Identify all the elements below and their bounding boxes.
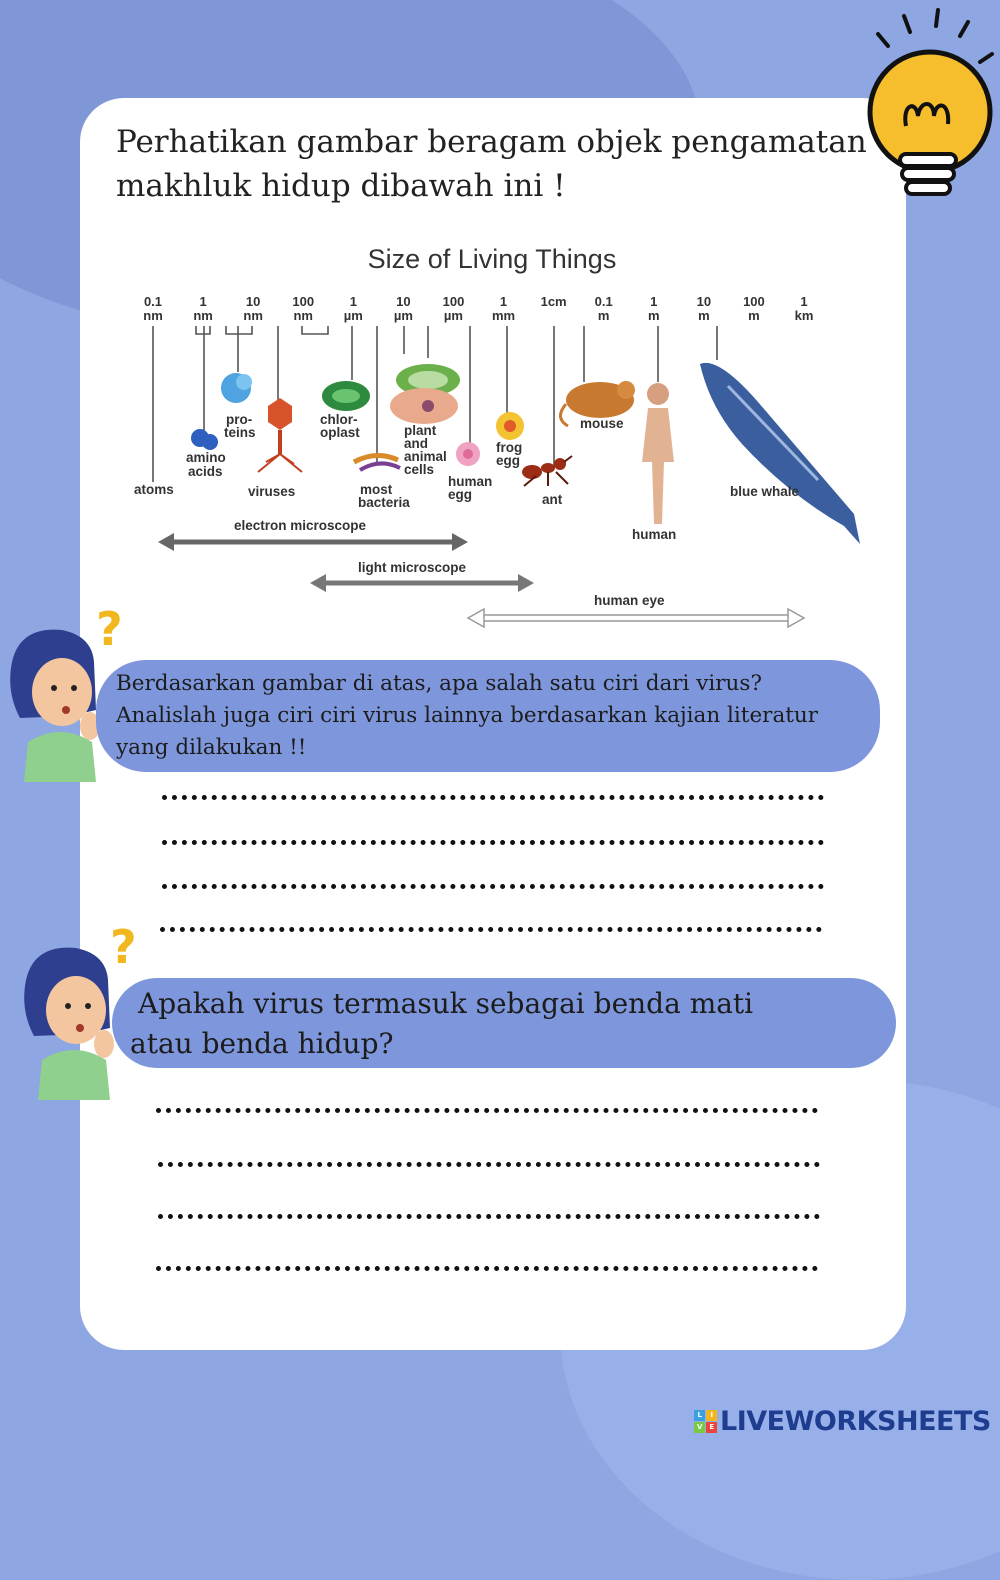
scale-value-8: 1cm <box>540 294 567 309</box>
human-egg-icon <box>456 442 480 466</box>
label-blue-whale: blue whale <box>730 484 800 499</box>
scale-labels <box>143 294 813 323</box>
scale-value-11: 10 <box>696 294 712 309</box>
question-1-bubble <box>96 660 880 772</box>
scale-value-3: 100 <box>292 294 315 309</box>
label-most-bacteria-2: bacteria <box>358 495 410 510</box>
answer-1-line-4[interactable] <box>160 927 822 932</box>
label-chloroplast-1: chlor- <box>320 412 358 427</box>
label-human: human <box>632 527 677 542</box>
diagram-title: Size of Living Things <box>367 244 617 274</box>
scale-value-0: 0.1 <box>143 294 163 309</box>
scale-value-4: 1 <box>349 294 357 309</box>
label-frog-egg-1: frog <box>496 440 523 455</box>
logo-text: LIVEWORKSHEETS <box>720 1405 991 1437</box>
frog-egg-icon <box>496 412 524 440</box>
scale-unit-1: nm <box>193 308 213 323</box>
logo-mark-icon: L I V E <box>694 1410 717 1433</box>
question-mark-icon: ? <box>110 920 137 974</box>
scale-value-7: 1 <box>499 294 508 309</box>
label-human-eye: human eye <box>594 593 665 608</box>
label-cells-4: cells <box>404 462 435 477</box>
scale-unit-13: km <box>794 308 814 323</box>
heading-line-1: Perhatikan gambar beragam objek pengamatan <box>116 124 867 160</box>
label-human-egg-1: human <box>448 474 493 489</box>
electron-microscope-arrow <box>158 533 468 551</box>
label-most-bacteria-1: most <box>360 482 393 497</box>
liveworksheets-logo[interactable] <box>694 1404 991 1438</box>
bacteria-icon <box>354 455 400 470</box>
label-ant: ant <box>542 492 563 507</box>
answer-2-line-4[interactable] <box>156 1266 818 1271</box>
scale-value-6: 100 <box>442 294 465 309</box>
scale-unit-9: m <box>597 308 610 323</box>
label-viruses: viruses <box>248 484 296 499</box>
label-chloroplast-2: oplast <box>320 425 360 440</box>
scale-unit-12: m <box>748 308 760 323</box>
blue-whale-icon <box>700 363 860 544</box>
worksheet-heading <box>116 120 876 208</box>
question-2-line-2: atau benda hidup? <box>130 1027 394 1060</box>
label-human-egg-2: egg <box>448 487 473 502</box>
scale-value-10: 1 <box>650 294 658 309</box>
question-2-text <box>130 984 753 1064</box>
scale-value-13: 1 <box>800 294 808 309</box>
scale-unit-10: m <box>647 308 660 323</box>
label-electron-microscope: electron microscope <box>234 518 367 533</box>
amino-acids-icon <box>191 429 218 450</box>
label-cells-2: and <box>404 436 429 451</box>
label-amino-acids-2: acids <box>188 464 223 479</box>
scale-value-9: 0.1 <box>594 294 613 309</box>
scale-unit-7: mm <box>491 308 516 323</box>
thinking-girl-icon <box>0 622 112 782</box>
label-mouse: mouse <box>580 416 624 431</box>
question-1-line-2: Analislah juga ciri ciri virus lainnya berdasarkan kajian literatur <box>116 703 819 728</box>
scale-unit-2: nm <box>243 308 263 323</box>
answer-1-line-3[interactable] <box>162 884 824 889</box>
label-amino-acids-1: amino <box>186 450 226 465</box>
question-2-line-1: Apakah virus termasuk sebagai benda mati <box>138 987 754 1020</box>
animal-cell-icon <box>390 388 458 424</box>
human-eye-arrow <box>468 609 804 627</box>
virus-icon <box>258 398 302 472</box>
scale-unit-0: nm <box>143 308 163 323</box>
scale-unit-6: µm <box>443 308 463 323</box>
size-of-living-things-diagram <box>128 232 868 632</box>
label-cells-3: animal <box>404 449 447 464</box>
scale-unit-4: µm <box>343 308 363 323</box>
question-1-text <box>116 668 880 764</box>
chloroplast-icon <box>322 381 370 411</box>
label-atoms: atoms <box>134 482 174 497</box>
answer-2-line-3[interactable] <box>158 1214 820 1219</box>
label-light-microscope: light microscope <box>358 560 467 575</box>
ant-icon <box>522 456 572 486</box>
question-2-bubble <box>112 978 896 1068</box>
scale-value-2: 10 <box>245 294 261 309</box>
question-1-line-3: yang dilakukan !! <box>116 735 307 760</box>
label-proteins-1: pro- <box>226 412 253 427</box>
scale-value-5: 10 <box>396 294 411 309</box>
label-frog-egg-2: egg <box>496 453 521 468</box>
question-mark-icon: ? <box>96 602 123 656</box>
answer-1-line-2[interactable] <box>162 840 824 845</box>
light-microscope-arrow <box>310 574 534 592</box>
label-cells-1: plant <box>404 423 437 438</box>
answer-2-line-2[interactable] <box>158 1162 820 1167</box>
scale-unit-5: µm <box>393 308 413 323</box>
thinking-girl-icon <box>14 940 126 1100</box>
human-figure-icon <box>642 383 674 524</box>
heading-line-2: makhluk hidup dibawah ini ! <box>116 168 566 204</box>
lightbulb-icon <box>856 4 1000 200</box>
answer-2-line-1[interactable] <box>156 1108 818 1113</box>
question-1-line-1: Berdasarkan gambar di atas, apa salah satu ciri dari virus? <box>116 671 762 696</box>
scale-value-12: 100 <box>743 294 765 309</box>
proteins-icon <box>221 373 252 403</box>
answer-1-line-1[interactable] <box>162 795 824 800</box>
scale-unit-3: nm <box>293 308 313 323</box>
label-proteins-2: teins <box>224 425 256 440</box>
scale-unit-11: m <box>698 308 710 323</box>
scale-value-1: 1 <box>199 294 207 309</box>
